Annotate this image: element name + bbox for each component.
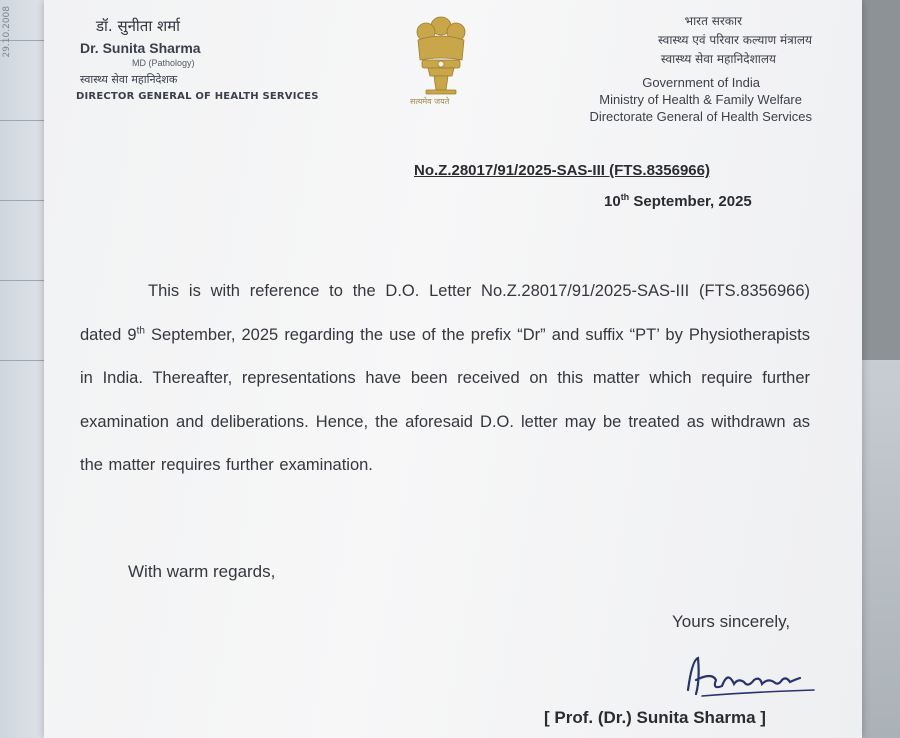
officer-degree: MD (Pathology) — [132, 58, 195, 68]
ministry-english: Ministry of Health & Family Welfare — [599, 92, 802, 107]
reference-number: No.Z.28017/91/2025-SAS-III (FTS.8356966) — [414, 162, 710, 179]
govt-hindi: भारत सरकार — [684, 14, 742, 28]
date-day: 10 — [604, 193, 621, 210]
edge-date-stamp: 29.10.2008 — [2, 6, 12, 58]
signatory-name: [ Prof. (Dr.) Sunita Sharma ] — [544, 708, 766, 727]
letter-body — [80, 270, 810, 488]
body-part-2: September, 2025 regarding the use of the prefix “Dr” and suffix “PT’ by Physiotherapists in India. Thereafter, representations have been received on this matter which require further examination and deliberations. Hence, the aforesaid D.O. letter may be treated as withdrawn as the matter requires further examination. — [80, 325, 810, 474]
closing-regards: With warm regards, — [128, 562, 276, 581]
designation-hindi: स्वास्थ्य सेवा महानिदेशक — [80, 73, 178, 86]
officer-name-english: Dr. Sunita Sharma — [80, 40, 201, 56]
national-emblem-icon — [406, 10, 476, 110]
designation-english: DIRECTOR GENERAL OF HEALTH SERVICES — [76, 91, 319, 102]
date-suffix: th — [620, 192, 630, 202]
date-month-year: September, 2025 — [629, 193, 752, 210]
body-part-1: This is with reference to the D.O. Letter No.Z.28017/91/2025-SAS-III (FTS.8356966) dated 9 — [80, 282, 810, 344]
emblem-motto: सत्यमेव जयते — [410, 97, 450, 106]
closing-sincerely: Yours sincerely, — [672, 612, 791, 631]
ministry-hindi: स्वास्थ्य एवं परिवार कल्याण मंत्रालय — [657, 33, 812, 47]
govt-english: Government of India — [642, 75, 760, 90]
officer-name-hindi: डॉ. सुनीता शर्मा — [96, 17, 181, 35]
letter-page — [44, 0, 862, 738]
handwritten-signature — [682, 650, 822, 706]
directorate-english: Directorate General of Health Services — [589, 109, 812, 124]
letterhead-left — [76, 16, 319, 102]
body-date-suffix: th — [136, 325, 145, 336]
letterhead-right — [589, 12, 812, 124]
letter-date — [604, 192, 752, 210]
directorate-hindi: स्वास्थ्य सेवा महानिदेशालय — [660, 52, 776, 66]
